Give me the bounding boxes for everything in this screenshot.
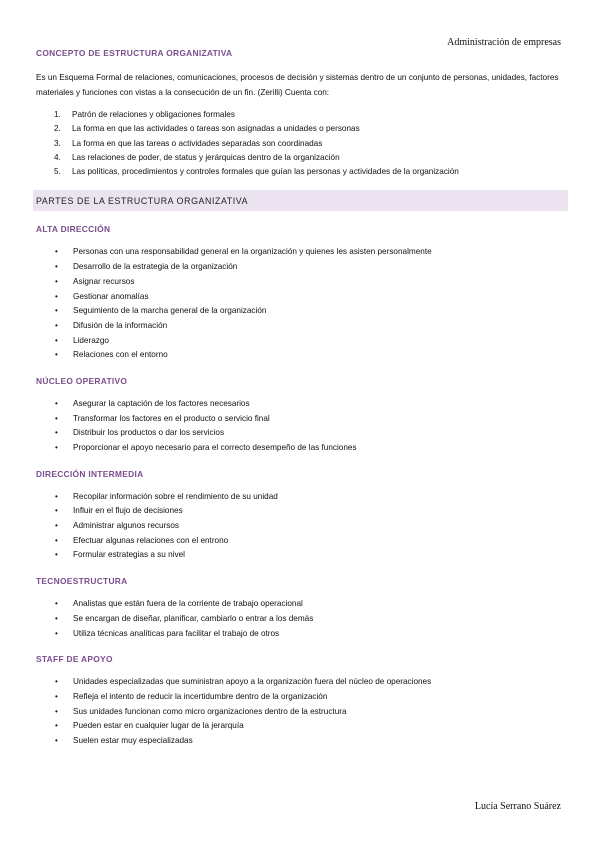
parts-heading: PARTES DE LA ESTRUCTURA ORGANIZATIVA [36, 195, 249, 206]
list-item: • Efectuar algunas relaciones con el entrono [36, 534, 566, 549]
section-heading-direccion-intermedia: DIRECCIÓN INTERMEDIA [36, 468, 144, 479]
list-item: • Asignar recursos [36, 275, 566, 290]
parts-heading-band [33, 190, 568, 211]
concept-intro: Es un Esquema Formal de relaciones, comunicaciones, procesos de decisión y sistemas dentro de un conjunto de personas, unidades, factores materiales y funciones con vistas a la consecución de un fin. (Zerilli) Cuenta con: [36, 73, 559, 97]
bullet-icon: • [55, 613, 58, 623]
numbered-item: 3. La forma en que las tareas o actividades separadas son coordinadas [36, 137, 566, 151]
list-item: • Utiliza técnicas analíticas para facilitar el trabajo de otros [36, 627, 566, 642]
bullet-icon: • [55, 599, 58, 609]
list-item: • Se encargan de diseñar, planificar, cambiarlo o entrar a los demás [36, 612, 566, 627]
bullet-icon: • [55, 350, 58, 360]
list-item: • Refleja el intento de reducir la incertidumbre dentro de la organización [36, 690, 566, 705]
list-item: • Proporcionar el apoyo necesario para el correcto desempeño de las funciones [36, 441, 566, 456]
bullet-icon: • [55, 550, 58, 560]
numbered-item: 1. Patrón de relaciones y obligaciones formales [36, 108, 566, 122]
list-item: • Unidades especializadas que suministran apoyo a la organización fuera del núcleo de operaciones [36, 675, 566, 690]
direccion-intermedia-list [36, 490, 566, 563]
list-item: • Influir en el flujo de decisiones [36, 504, 566, 519]
bullet-icon: • [55, 677, 58, 687]
list-item: • Transformar los factores en el producto o servicio final [36, 412, 566, 427]
list-item: • Personas con una responsabilidad general en la organización y quienes les asisten personalmente [36, 245, 566, 260]
bullet-icon: • [55, 276, 58, 286]
list-item: • Distribuir los productos o dar los servicios [36, 426, 566, 441]
tecnoestructura-list [36, 597, 566, 641]
concept-heading: CONCEPTO DE ESTRUCTURA ORGANIZATIVA [36, 48, 233, 58]
item-number: 5. [54, 167, 61, 177]
numbered-item: 4. Las relaciones de poder, de status y jerárquicas dentro de la organización [36, 151, 566, 165]
list-item: • Relaciones con el entorno [36, 348, 566, 363]
list-item: • Pueden estar en cualquier lugar de la jerarquía [36, 719, 566, 734]
bullet-icon: • [55, 291, 58, 301]
bullet-icon: • [55, 521, 58, 531]
item-number: 4. [54, 152, 61, 162]
section-heading-nucleo-operativo: NÚCLEO OPERATIVO [36, 375, 128, 386]
list-item: • Asegurar la captación de los factores necesarios [36, 397, 566, 412]
numbered-item: 2. La forma en que las actividades o tareas son asignadas a unidades o personas [36, 122, 566, 136]
nucleo-operativo-list [36, 397, 566, 456]
section-heading-staff-de-apoyo: STAFF DE APOYO [36, 654, 113, 665]
bullet-icon: • [55, 491, 58, 501]
bullet-icon: • [55, 413, 58, 423]
list-item: • Sus unidades funcionan como micro organizaciones dentro de la estructura [36, 705, 566, 720]
item-number: 2. [54, 124, 61, 134]
document-body [36, 48, 566, 749]
bullet-icon: • [55, 721, 58, 731]
bullet-icon: • [55, 398, 58, 408]
bullet-icon: • [55, 443, 58, 453]
list-item: • Formular estrategias a su nivel [36, 548, 566, 563]
bullet-icon: • [55, 262, 58, 272]
bullet-icon: • [55, 306, 58, 316]
list-item: • Desarrollo de la estrategia de la organización [36, 260, 566, 275]
section-heading-alta-direccion: ALTA DIRECCIÓN [36, 224, 111, 235]
section-heading-tecnoestructura: TECNOESTRUCTURA [36, 576, 128, 587]
list-item: • Seguimiento de la marcha general de la organización [36, 304, 566, 319]
bullet-icon: • [55, 320, 58, 330]
list-item: • Liderazgo [36, 334, 566, 349]
bullet-icon: • [55, 335, 58, 345]
running-header: Administración de empresas [447, 37, 561, 48]
bullet-icon: • [55, 628, 58, 638]
bullet-icon: • [55, 691, 58, 701]
running-footer: Lucía Serrano Suárez [474, 801, 561, 812]
bullet-icon: • [55, 706, 58, 716]
list-item: • Suelen estar muy especializadas [36, 734, 566, 749]
bullet-icon: • [55, 428, 58, 438]
concept-numbered-list [36, 108, 566, 179]
staff-de-apoyo-list [36, 675, 566, 748]
list-item: • Analistas que están fuera de la corriente de trabajo operacional [36, 597, 566, 612]
list-item: • Recopilar información sobre el rendimiento de su unidad [36, 490, 566, 505]
item-number: 3. [54, 138, 61, 148]
list-item: • Administrar algunos recursos [36, 519, 566, 534]
alta-direccion-list [36, 245, 566, 363]
list-item: • Gestionar anomalías [36, 290, 566, 305]
bullet-icon: • [55, 247, 58, 257]
item-number: 1. [54, 110, 61, 119]
list-item: • Difusión de la información [36, 319, 566, 334]
bullet-icon: • [55, 535, 58, 545]
bullet-icon: • [55, 735, 58, 745]
bullet-icon: • [55, 506, 58, 516]
numbered-item: 5. Las políticas, procedimientos y controles formales que guían las personas y actividades de la organización [36, 165, 566, 179]
